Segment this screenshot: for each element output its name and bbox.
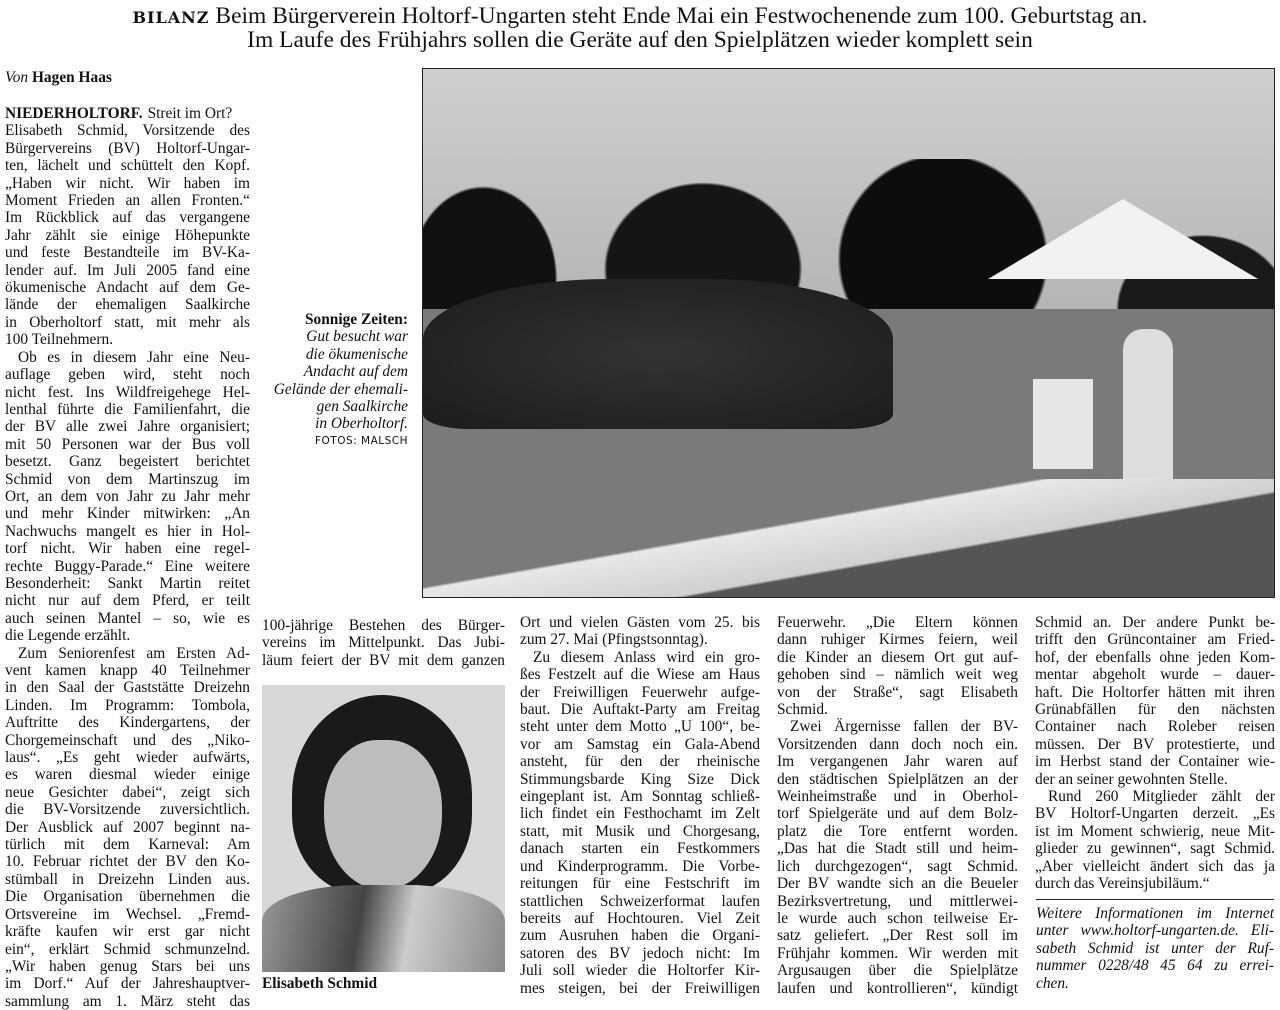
text-line: dann ruhiger Kirmes feiern, weil xyxy=(777,631,1018,649)
text-line: laus“. „Es geht wieder aufwärts, xyxy=(5,749,250,767)
text-line: neue Gesichter dabei“, zeigt sich xyxy=(5,783,250,801)
text-line: türlich mit dem Karneval: Am xyxy=(5,836,250,854)
text-line: zum Ausruhen haben die Organi- xyxy=(520,927,760,945)
text-line: Chorgemeinschaft und des „Niko- xyxy=(5,731,250,749)
text-line: lender auf. Im Juli 2005 fand eine xyxy=(5,261,250,279)
text-line: Container nach Roleber reisen xyxy=(1035,718,1275,736)
text-line: torf Spielgeräte und auf dem Bolz- xyxy=(777,805,1018,823)
text-line: bereits auf Hochtouren. Viel Zeit xyxy=(520,909,760,927)
text-line: stümball in Dreizehn Linden aus. xyxy=(5,870,250,888)
text-line: ökumenische Andacht auf dem Ge- xyxy=(5,279,250,297)
article-column-4 xyxy=(777,614,1018,997)
headline-text-1: Beim Bürgerverein Holtorf-Ungarten steht Ende Mai ein Festwochenende zum 100. Geburtstag an. xyxy=(215,3,1148,29)
text-line: gehoben sind – nämlich weit weg xyxy=(777,666,1018,684)
text-line: haft. Die Holtorfer hätten mit ihren xyxy=(1035,683,1275,701)
text-line: stattlichen Schweizerformat laufen xyxy=(520,892,760,910)
text-line: hof, der ebenfalls ohne jeden Kom- xyxy=(1035,648,1275,666)
text-line: durch das Vereinsjubiläum.“ xyxy=(1035,875,1210,893)
text-line: Stimmungsbarde King Size Dick xyxy=(520,770,760,788)
text-line: Moment Frieden an allen Fronten.“ xyxy=(5,192,250,210)
info-box xyxy=(1036,905,1274,992)
text-line: glieder zu gewinnen“, sagt Schmid. xyxy=(1035,840,1275,858)
text-line: „Haben wir nicht. Wir haben im xyxy=(5,174,250,192)
text-line: zum 27. Mai (Pfingstsonntag). xyxy=(520,631,708,649)
text-line: satz geliefert. „Der Rest soll im xyxy=(777,927,1018,945)
article-column-3 xyxy=(520,614,760,997)
text-line: läum feiert der BV mit dem ganzen xyxy=(262,651,505,669)
text-line-rest: Streit im Ort? xyxy=(147,105,233,122)
text-line: auch seinen Mantel – so, wie es xyxy=(5,609,250,627)
text-line: Feuerwehr. „Die Eltern können xyxy=(777,614,1018,631)
info-line: unter www.holtorf-ungarten.de. Eli- xyxy=(1036,922,1274,940)
dateline: NIEDERHOLTORF. xyxy=(5,105,143,122)
text-line: Der BV wandte sich an die Beueler xyxy=(777,875,1018,893)
text-line: müssen. Der BV protestierte, und xyxy=(1035,735,1275,753)
text-line: von der Straße“, sagt Elisabeth xyxy=(777,683,1018,701)
photo-credit: FOTOS: MALSCH xyxy=(314,434,408,447)
photo-caption-line: die ökumenische xyxy=(305,345,408,363)
text-line: Bürgervereins (BV) Holtorf-Ungar- xyxy=(5,139,250,157)
text-line: Zum Seniorenfest am Ersten Ad- xyxy=(18,644,250,662)
text-line: die BV-Vorsitzende zuversichtlich. xyxy=(5,801,250,819)
text-line: im Dorf.“ Auf der Jahreshauptver- xyxy=(5,975,250,993)
info-line: nummer 0228/48 45 64 zu errei- xyxy=(1036,957,1274,975)
photo-caption-line: in Oberholtorf. xyxy=(315,415,408,433)
photo-caption-line: Andacht auf dem xyxy=(303,363,408,381)
byline-author: Hagen Haas xyxy=(31,69,112,86)
text-line: in den Saal der Gaststätte Dreizehn xyxy=(5,679,250,697)
text-line xyxy=(5,105,250,122)
text-line: Im Rückblick auf das vergangene xyxy=(5,209,250,227)
text-line: steht unter dem Motto „U 100“, be- xyxy=(520,718,760,736)
text-line: der BV alle zwei Jahre organisiert; xyxy=(5,418,250,436)
text-line: Rund 260 Mitglieder zählt der xyxy=(1048,788,1275,806)
headline-kicker: BILANZ xyxy=(132,8,210,27)
text-line: Der Ausblick auf 2007 beginnt na- xyxy=(5,818,250,836)
text-line: Im vergangenen Jahr waren auf xyxy=(777,753,1018,771)
text-line: mit 50 Personen war der Bus voll xyxy=(5,435,250,453)
text-line: laufen und kontrollieren“, kündigt xyxy=(777,979,1018,997)
text-line: der an seiner gewohnten Stelle. xyxy=(1035,770,1228,788)
event-photo xyxy=(422,68,1275,598)
text-line: Vorsitzenden dann doch noch ein. xyxy=(777,735,1018,753)
text-line: kräfte kaufen wir erst gar nicht xyxy=(5,923,250,941)
info-divider xyxy=(1036,899,1274,900)
text-line: eingeplant ist. Am Sonntag schließ- xyxy=(520,788,760,806)
text-line: und Kinderprogramm. Die Vorbe- xyxy=(520,857,760,875)
text-line: „Wir haben genug Stars bei uns xyxy=(5,957,250,975)
text-line: ansteht, für den der rheinische xyxy=(520,753,760,771)
text-line: danach starten ein Festkommers xyxy=(520,840,760,858)
text-line: 100-jährige Bestehen des Bürger- xyxy=(262,617,505,634)
photo-caption-line: gen Saalkirche xyxy=(316,398,408,416)
text-line: Ort und vielen Gästen vom 25. bis xyxy=(520,614,760,631)
text-line: statt, mit Musik und Chorgesang, xyxy=(520,822,760,840)
text-line: ist im Moment schwierig, neue Mit- xyxy=(1035,822,1275,840)
text-line: mentar abgeholt wurde – dauer- xyxy=(1035,666,1275,684)
text-line: Nachwuchs mangelt es hier in Hol- xyxy=(5,522,250,540)
byline-prefix: Von xyxy=(5,69,29,86)
text-line: baut. Die Auftakt-Party am Freitag xyxy=(520,701,760,719)
text-line: Die Organisation übernehmen die xyxy=(5,888,250,906)
portrait-photo xyxy=(262,685,505,972)
text-line: es waren diesmal wieder einige xyxy=(5,766,250,784)
text-line: „Aber vielleicht ändert sich das ja xyxy=(1035,857,1275,875)
text-line: Ortsvereine im Wechsel. „Fremd- xyxy=(5,905,250,923)
text-line: im Herbst stand der Container wie- xyxy=(1035,753,1275,771)
text-line: 100 Teilnehmern. xyxy=(5,331,114,349)
text-line: „Das hat die Stadt still und heim- xyxy=(777,840,1018,858)
headline-line-2: Im Laufe des Frühjahrs sollen die Geräte auf den Spielplätzen wieder komplett sein xyxy=(247,27,1033,53)
text-line: nicht fest. Ins Wildfreigehege Hel- xyxy=(5,383,250,401)
text-line: lände der ehemaligen Saalkirche xyxy=(5,296,250,314)
text-line: Auftritte des Kindergartens, der xyxy=(5,714,250,732)
portrait-caption: Elisabeth Schmid xyxy=(262,975,378,992)
text-line: nicht nur auf dem Pferd, er teilt xyxy=(5,592,250,610)
text-line: lenthal führte die Familienfahrt, die xyxy=(5,400,250,418)
text-line: reitungen für eine Festschrift im xyxy=(520,875,760,893)
text-line: torf nicht. Wir haben eine regel- xyxy=(5,540,250,558)
text-line: der Freiwilligen Feuerwehr aufge- xyxy=(520,683,760,701)
article-column-5 xyxy=(1035,614,1275,893)
article-column-1 xyxy=(5,105,250,1010)
text-line: und feste Bestandteile im BV-Ka- xyxy=(5,244,250,262)
text-line: Ort, an dem von Jahr zu Jahr mehr xyxy=(5,487,250,505)
text-line: platz die Tore entfernt worden. xyxy=(777,822,1018,840)
text-line: lich durchgezogen“, sagt Schmid. xyxy=(777,857,1018,875)
text-line: Linden. Im Programm: Tombola, xyxy=(5,696,250,714)
text-line: die Kinder an diesem Ort gut auf- xyxy=(777,648,1018,666)
text-line: 10. Februar richtet der BV den Ko- xyxy=(5,853,250,871)
info-line: chen. xyxy=(1036,974,1069,992)
text-line: Besonderheit: Sankt Martin reitet xyxy=(5,574,250,592)
article-column-2 xyxy=(262,617,505,669)
text-line: vent kamen knapp 40 Teilnehmer xyxy=(5,662,250,679)
info-line: sabeth Schmid ist unter der Ruf- xyxy=(1036,939,1274,957)
text-line: Jahr zählt sie einige Höhepunkte xyxy=(5,226,250,244)
text-line: ten, lächelt und schüttelt den Kopf. xyxy=(5,157,250,175)
text-line: BV Holtorf-Ungarten derzeit. „Es xyxy=(1035,805,1275,823)
byline xyxy=(5,69,112,87)
text-line: Zwei Ärgernisse fallen der BV- xyxy=(790,718,1018,736)
text-line: Elisabeth Schmid, Vorsitzende des xyxy=(5,122,250,140)
text-line: trifft den Grüncontainer am Fried- xyxy=(1035,631,1275,649)
text-line: besetzt. Ganz begeistert berichtet xyxy=(5,453,250,471)
text-line: rechte Buggy-Parade.“ Eine weitere xyxy=(5,557,250,575)
photo-caption-line: Gut besucht war xyxy=(306,328,408,346)
text-line: le wurde auch schon teilweise Er- xyxy=(777,909,1018,927)
text-line: Ob es in diesem Jahr eine Neu- xyxy=(18,348,250,366)
text-line: sammlung am 1. März steht das xyxy=(5,992,250,1010)
text-line: die Legende erzählt. xyxy=(5,627,131,645)
text-line: satoren des BV jedoch nicht: Im xyxy=(520,944,760,962)
text-line: auflage geben wird, steht noch xyxy=(5,366,250,384)
text-line: Bezirksvertretung, und mittlerwei- xyxy=(777,892,1018,910)
text-line: Zu diesem Anlass wird ein gro- xyxy=(533,648,760,666)
text-line: Grünabfällen für den nächsten xyxy=(1035,701,1275,719)
text-line: Frühjahr kommen. Wir werden mit xyxy=(777,944,1018,962)
text-line: den städtischen Spielplätzen an der xyxy=(777,770,1018,788)
text-line: mes steigen, bei der Freiwilligen xyxy=(520,979,760,997)
photo-caption-line: Gelände der ehemali- xyxy=(273,380,408,398)
text-line: in Oberholtorf statt, mit mehr als xyxy=(5,313,250,331)
text-line: ein“, erklärt Schmid schmunzelnd. xyxy=(5,940,250,958)
text-line: vor am Samstag ein Gala-Abend xyxy=(520,735,760,753)
photo-caption-title: Sonnige Zeiten: xyxy=(304,311,408,328)
text-line: Schmid von dem Martinszug im xyxy=(5,470,250,488)
text-line: Argusaugen über die Spielplätze xyxy=(777,962,1018,980)
text-line: ßes Festzelt auf die Wiese am Haus xyxy=(520,666,760,684)
text-line: Weinheimstraße und in Oberhol- xyxy=(777,788,1018,806)
text-line: Schmid. xyxy=(777,701,828,719)
info-line: Weitere Informationen im Internet xyxy=(1036,905,1274,922)
text-line: vereins im Mittelpunkt. Das Jubi- xyxy=(262,634,505,652)
text-line: Juli soll wieder die Holtorfer Kir- xyxy=(520,962,760,980)
photo-caption xyxy=(250,311,408,450)
text-line: lich findet ein Festhochamt im Zelt xyxy=(520,805,760,823)
text-line: und mehr Kinder mitwirken: „An xyxy=(5,505,250,523)
text-line: Schmid an. Der andere Punkt be- xyxy=(1035,614,1275,631)
